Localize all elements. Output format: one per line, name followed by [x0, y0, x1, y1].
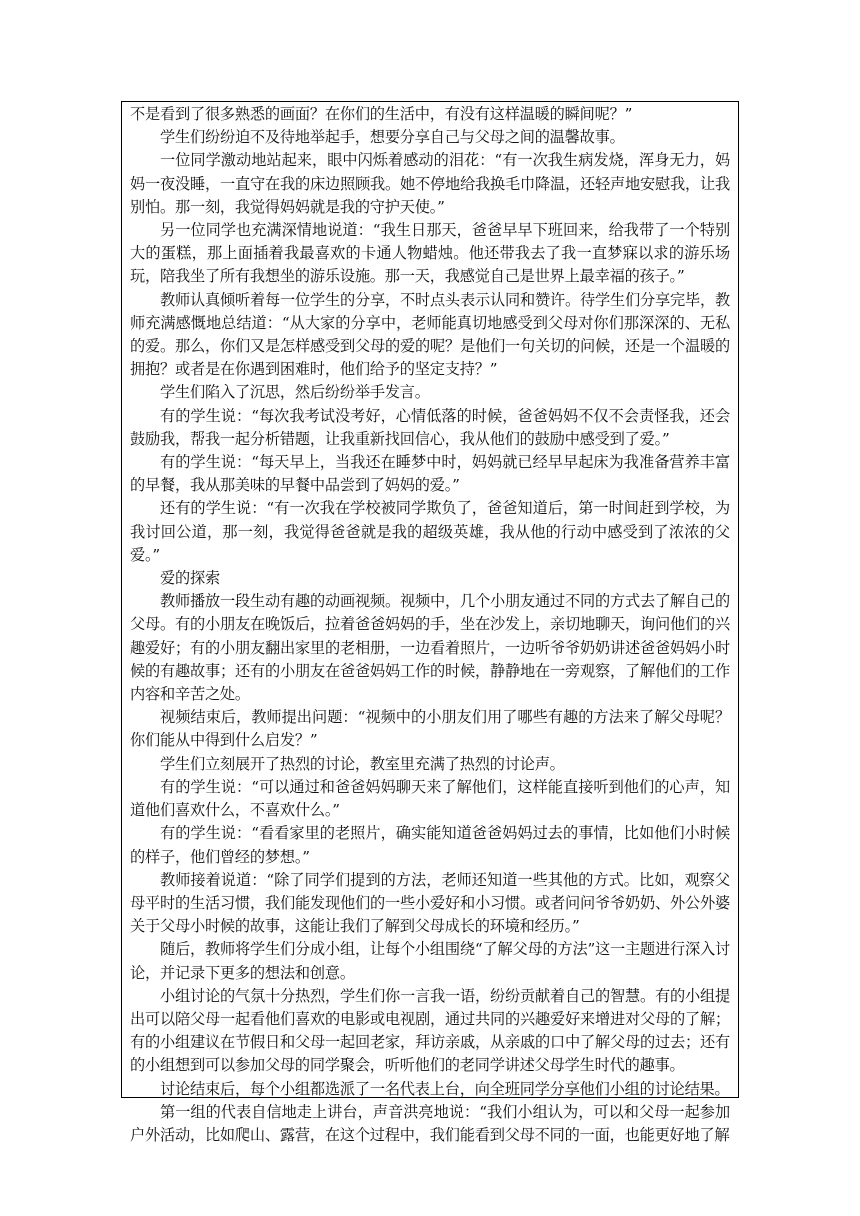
paragraph: 视频结束后，教师提出问题：“视频中的小朋友们用了哪些有趣的方法来了解父母呢？你们能从中得到什么启发？”	[130, 708, 730, 750]
paragraph: 有的学生说：“看看家里的老照片，确实能知道爸爸妈妈过去的事情，比如他们小时候的样子，他们曾经的梦想。”	[130, 824, 730, 866]
paragraph: 有的学生说：“可以通过和爸爸妈妈聊天来了解他们，这样能直接听到他们的心声，知道他们喜欢什么，不喜欢什么。”	[130, 777, 730, 820]
paragraph: 小组讨论的气氛十分热烈，学生们你一言我一语，纷纷贡献着自己的智慧。有的小组提出可以陪父母一起看他们喜欢的电影或电视剧，通过共同的兴趣爱好来增进对父母的了解；有的小组建议在节假日和父母一起回老家，拜访亲戚，从亲戚的口中了解父母的过去；还有的小组想到可以参加父母的同学聚会，听听他们的老同学讲述父母学生时代的趣事。	[130, 986, 730, 1075]
paragraph: 第一组的代表自信地走上讲台，声音洪亮地说：“我们小组认为，可以和父母一起参加户外活动，比如爬山、露营，在这个过程中，我们能看到父母不同的一面，也能更好地了解	[130, 1102, 730, 1144]
paragraph: 讨论结束后，每个小组都选派了一名代表上台，向全班同学分享他们小组的讨论结果。	[160, 1079, 730, 1098]
paragraph: 一位同学激动地站起来，眼中闪烁着感动的泪花：“有一次我生病发烧，浑身无力，妈妈一夜没睡，一直守在我的床边照顾我。她不停地给我换毛巾降温，还轻声地安慰我，让我别怕。那一刻，我觉得妈妈就是我的守护天使。”	[130, 151, 730, 216]
paragraph: 不是看到了很多熟悉的画面？在你们的生活中，有没有这样温暖的瞬间呢？”	[130, 105, 633, 123]
paragraph: 另一位同学也充满深情地说道：“我生日那天，爸爸早早下班回来，给我带了一个特别大的蛋糕，那上面插着我最喜欢的卡通人物蜡烛。他还带我去了我一直梦寐以求的游乐场玩，陪我坐了所有我想坐的游乐设施。那一天，我感觉自己是世界上最幸福的孩子。”	[130, 221, 730, 286]
paragraph: 还有的学生说：“有一次我在学校被同学欺负了，爸爸知道后，第一时间赶到学校，为我讨回公道，那一刻，我觉得爸爸就是我的超级英雄，我从他的行动中感受到了浓浓的父爱。”	[130, 499, 730, 564]
paragraph: 学生们纷纷迫不及待地举起手，想要分享自己与父母之间的温馨故事。	[160, 128, 625, 147]
paragraph: 随后，教师将学生们分成小组，让每个小组围绕“了解父母的方法”这一主题进行深入讨论，并记录下更多的想法和创意。	[130, 940, 730, 982]
paragraph: 学生们立刻展开了热烈的讨论，教室里充满了热烈的讨论声。	[160, 754, 565, 773]
paragraph: 有的学生说：“每天早上，当我还在睡梦中时，妈妈就已经早早起床为我准备营养丰富的早餐，我从那美味的早餐中品尝到了妈妈的爱。”	[130, 453, 730, 495]
document-text-frame	[121, 101, 739, 1144]
paragraph: 有的学生说：“每次我考试没考好，心情低落的时候，爸爸妈妈不仅不会责怪我，还会鼓励我，帮我一起分析错题，让我重新找回信心，我从他们的鼓励中感受到了爱。”	[130, 406, 730, 448]
section-heading: 爱的探索	[160, 569, 220, 588]
paragraph: 教师接着说道：“除了同学们提到的方法，老师还知道一些其他的方式。比如，观察父母平时的生活习惯，我们能发现他们的一些小爱好和小习惯。或者问问爷爷奶奶、外公外婆关于父母小时候的故事，这能让我们了解到父母成长的环境和经历。”	[130, 870, 730, 936]
paragraph: 学生们陷入了沉思，然后纷纷举手发言。	[160, 383, 430, 402]
paragraph: 教师认真倾听着每一位学生的分享，不时点头表示认同和赞许。待学生们分享完毕，教师充满感慨地总结道：“从大家的分享中，老师能真切地感受到父母对你们那深深的、无私的爱。那么，你们又是怎样感受到父母的爱的呢？是他们一句关切的问候，还是一个温暖的拥抱？或者是在你遇到困难时，他们给予的坚定支持？”	[130, 290, 730, 379]
paragraph: 教师播放一段生动有趣的动画视频。视频中，几个小朋友通过不同的方式去了解自己的父母。有的小朋友在晚饭后，拉着爸爸妈妈的手，坐在沙发上，亲切地聊天，询问他们的兴趣爱好；有的小朋友翻出家里的老相册，一边看着照片，一边听爷爷奶奶讲述爸爸妈妈小时候的有趣故事；还有的小朋友在爸爸妈妈工作的时候，静静地在一旁观察，了解他们的工作内容和辛苦之处。	[130, 592, 730, 704]
